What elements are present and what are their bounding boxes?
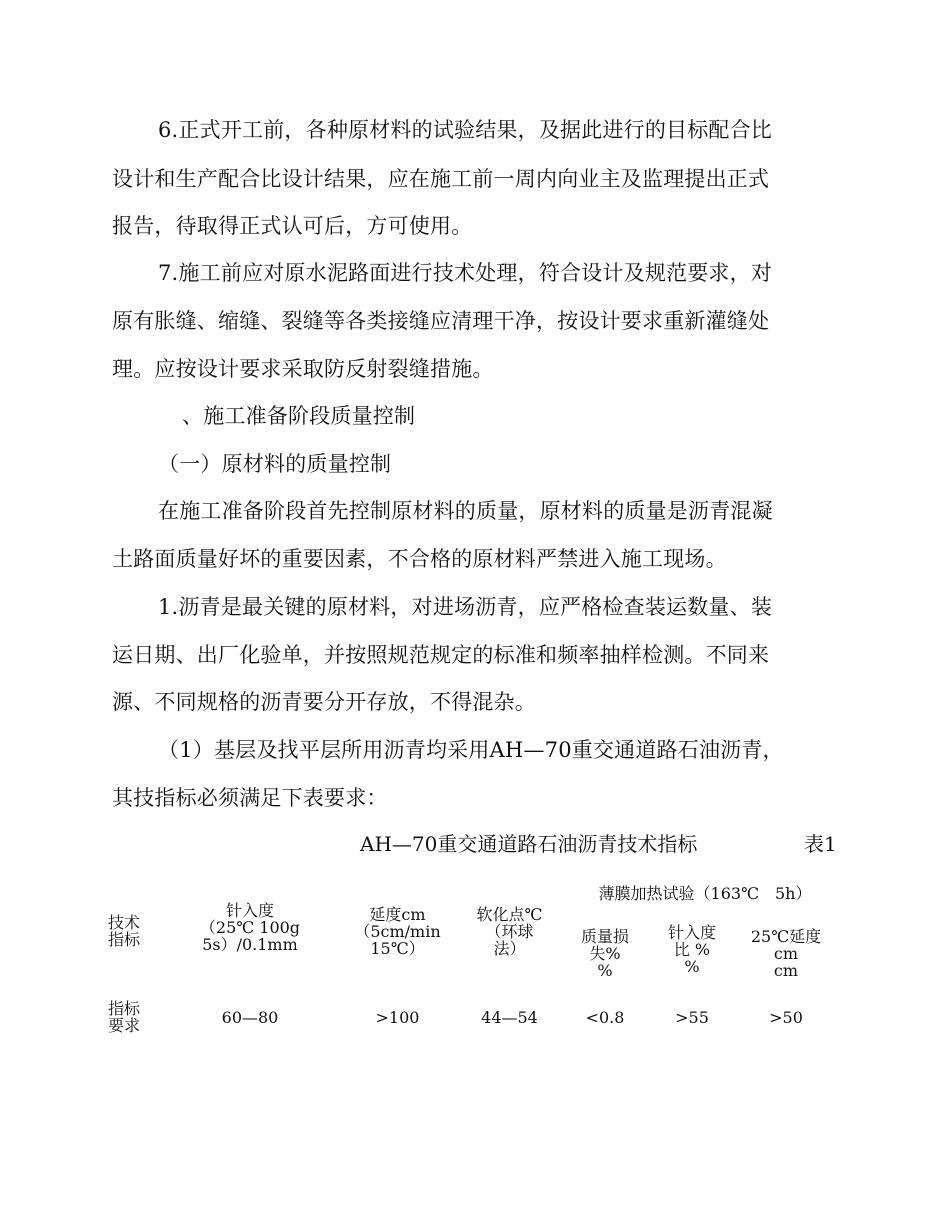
header-penetration: 针入度 （25℃ 100g 5s）/0.1mm [199, 901, 301, 954]
header-film-heating-group: 薄膜加热试验（163℃ 5h） [598, 884, 812, 903]
header-ductility-25: 25℃延度 cm cm [750, 927, 822, 980]
subsection-heading: （一）原材料的质量控制 [158, 452, 392, 476]
intro-paragraph-line-2: 土路面质量好坏的重要因素，不合格的原材料严禁进入施工现场。 [112, 547, 727, 571]
value-ductility-25: >50 [769, 1008, 803, 1027]
paragraph-6-line-3: 报告，待取得正式认可后，方可使用。 [112, 214, 473, 238]
table-title: AH—70重交通道路石油沥青技术指标 [360, 832, 698, 856]
value-softening-point: 44—54 [481, 1008, 538, 1027]
data-row-label: 指标 要求 [108, 999, 141, 1035]
section-heading: 、施工准备阶段质量控制 [182, 404, 416, 428]
paragraph-7-line-1: 7.施工前应对原水泥路面进行技术处理，符合设计及规范要求，对 [158, 261, 773, 285]
asphalt-paragraph-line-3: 源、不同规格的沥青要分开存放，不得混杂。 [112, 690, 536, 714]
value-penetration: 60—80 [221, 1008, 279, 1027]
asphalt-paragraph-line-2: 运日期、出厂化验单，并按照规范规定的标准和频率抽样检测。不同来 [112, 643, 770, 667]
paragraph-6-line-2: 设计和生产配合比设计结果，应在施工前一周内向业主及监理提出正式 [112, 167, 770, 191]
header-softening-point: 软化点℃ （环球 法） [476, 905, 543, 958]
requirement-paragraph-line-2: 其技指标必须满足下表要求： [112, 786, 388, 810]
intro-paragraph-line-1: 在施工准备阶段首先控制原材料的质量，原材料的质量是沥青混凝 [158, 499, 773, 523]
requirement-paragraph-line-1: （1）基层及找平层所用沥青均采用AH—70重交通道路石油沥青， [158, 738, 784, 762]
table-number: 表1 [804, 832, 837, 856]
paragraph-7-line-2: 原有胀缝、缩缝、裂缝等各类接缝应清理干净，按设计要求重新灌缝处 [112, 309, 770, 333]
header-penetration-ratio: 针入度 比 % % [667, 923, 716, 976]
value-penetration-ratio: >55 [675, 1008, 709, 1027]
value-mass-loss: <0.8 [585, 1008, 625, 1027]
header-mass-loss: 质量损 失% % [580, 927, 629, 980]
paragraph-7-line-3: 理。应按设计要求采取防反射裂缝措施。 [112, 357, 494, 381]
asphalt-paragraph-line-1: 1.沥青是最关键的原材料，对进场沥青，应严格检查装运数量、装 [158, 595, 773, 619]
value-ductility: >100 [375, 1008, 420, 1027]
paragraph-6-line-1: 6.正式开工前，各种原材料的试验结果，及据此进行的目标配合比 [158, 118, 773, 142]
header-row-label: 技术 指标 [108, 913, 141, 949]
header-ductility: 延度cm （5cm/min 15℃） [354, 905, 441, 958]
